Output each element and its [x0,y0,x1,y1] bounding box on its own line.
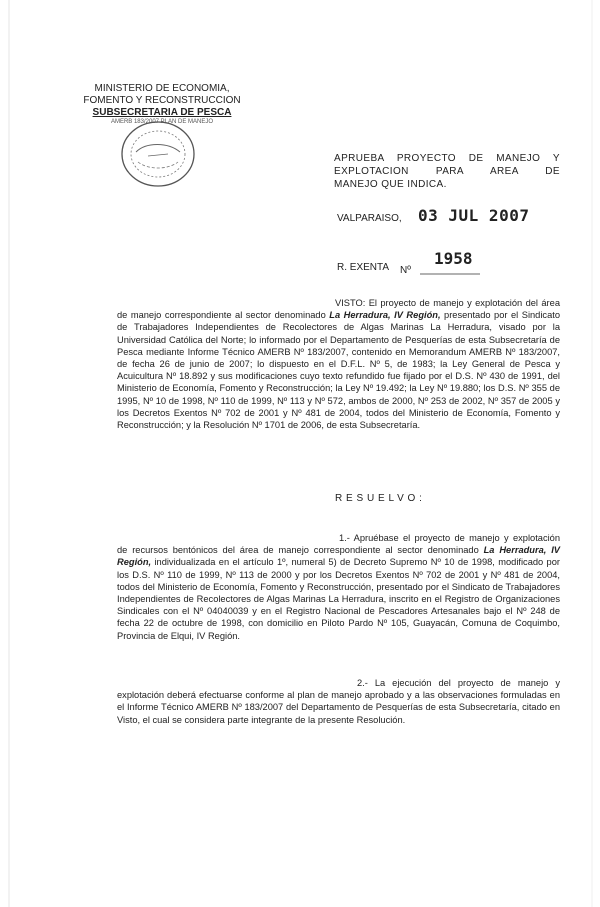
resuelvo-heading: RESUELVO: [335,493,426,504]
resolution-number: 1958 [434,249,473,268]
resolution-number-underline [420,272,480,276]
visto-paragraph [117,297,560,431]
article-1-place-name: La Herradura, IV Región, [117,545,560,568]
visto-body: presentado por el Sindicato de Trabajadores Independientes de Recolectores de Algas Marinas La Herradura, visado por la Universidad Católica del Norte; lo informado por el Departamento de Pesquerías de esta Subsecretaría de Pesca mediante Informe Técnico AMERB Nº 183/2007, contenido en Memorandum AMERB Nº 183/2007, de fecha 26 de junio de 2007; lo dispuesto en el D.F.L. Nº 5, de 1983; la Ley General de Pesca y Acuicultura Nº 18.892 y sus modificaciones cuyo texto refundido fue fijado por el D.S. Nº 430 de 1991, del Ministerio de Economía, Fomento y Reconstrucción; la Ley Nº 19.492; la Ley Nº 19.880; los D.S. Nº 355 de 1995, Nº 10 de 1998, Nº 110 de 1999, Nº 113 y Nº 572, ambos de 2000, Nº 253 de 2002, Nº 357 de 2005 y los Decretos Exentos Nº 702 de 2001 y Nº 481 de 2004, todos del Ministerio de Economía, Fomento y Reconstrucción; y la Resolución Nº 1701 de 2006, de esta Subsecretaría. [117,310,560,431]
reference-code: AMERB 183/2007 PLAN DE MANEJO [110,119,214,125]
summary-line-1: APRUEBA PROYECTO DE MANEJO Y [334,153,560,164]
visto-lead: VISTO: [335,298,366,308]
visto-place-name: La Herradura, IV Región, [329,310,441,321]
resolution-label: R. EXENTA [337,262,390,273]
summary-line-2: EXPLOTACION PARA AREA DE [334,166,560,177]
article-2-paragraph: 2.- La ejecución del proyecto de manejo y explotación deberá efectuarse conforme al plan de manejo aprobado y a las observaciones formuladas en el Informe Técnico AMERB Nº 183/2007 del Departamento de Pesquerías de esta Subsecretaría, citado en Visto, el cual se considera parte integrante de la presente Resolución. [117,678,560,725]
date-stamp: 03 JUL 2007 [418,206,530,225]
official-seal-stamp [118,118,198,190]
place-label: VALPARAISO, [337,213,402,224]
summary-line-3: MANEJO QUE INDICA. [334,179,447,190]
ministry-line-1: MINISTERIO DE ECONOMIA, [94,83,230,94]
visto-intro: El proyecto de manejo y explotación del área de manejo correspondiente al sector denominado [117,298,560,321]
subsecretaria-title: SUBSECRETARIA DE PESCA [92,107,232,118]
article-1-intro: 1.- Apruébase el proyecto de manejo y explotación de recursos bentónicos del área de manejo correspondiente al sector denominado [117,533,560,556]
article-1-body: individualizada en el artículo 1º, numeral 5) de Decreto Supremo Nº 10 de 1998, modificado por los D.S. Nº 110 de 1999, Nº 113 de 2000 y por los Decretos Exentos Nº 702 de 2001 y Nº 481 de 2004, todos del Ministerio de Economía, Fomento y Reconstrucción, presentado por el Sindicato de Trabajadores Independientes de Recolectores de Algas Marinas La Herradura, inscrito en el Registro de Organizaciones Sindicales con el Nº 04040039 y en el Registro Nacional de Pescadores Artesanales bajo el Nº 248 de fecha 22 de octubre de 1998, con domicilio en Piloto Pardo Nº 105, Guayacán, Comuna de Coquimbo, Provincia de Elqui, IV Región. [117,557,560,641]
resolution-number-label: Nº [400,265,411,276]
ministry-line-2: FOMENTO Y RECONSTRUCCION [83,95,241,106]
resolution-summary [334,152,560,191]
article-1-paragraph [117,532,560,642]
